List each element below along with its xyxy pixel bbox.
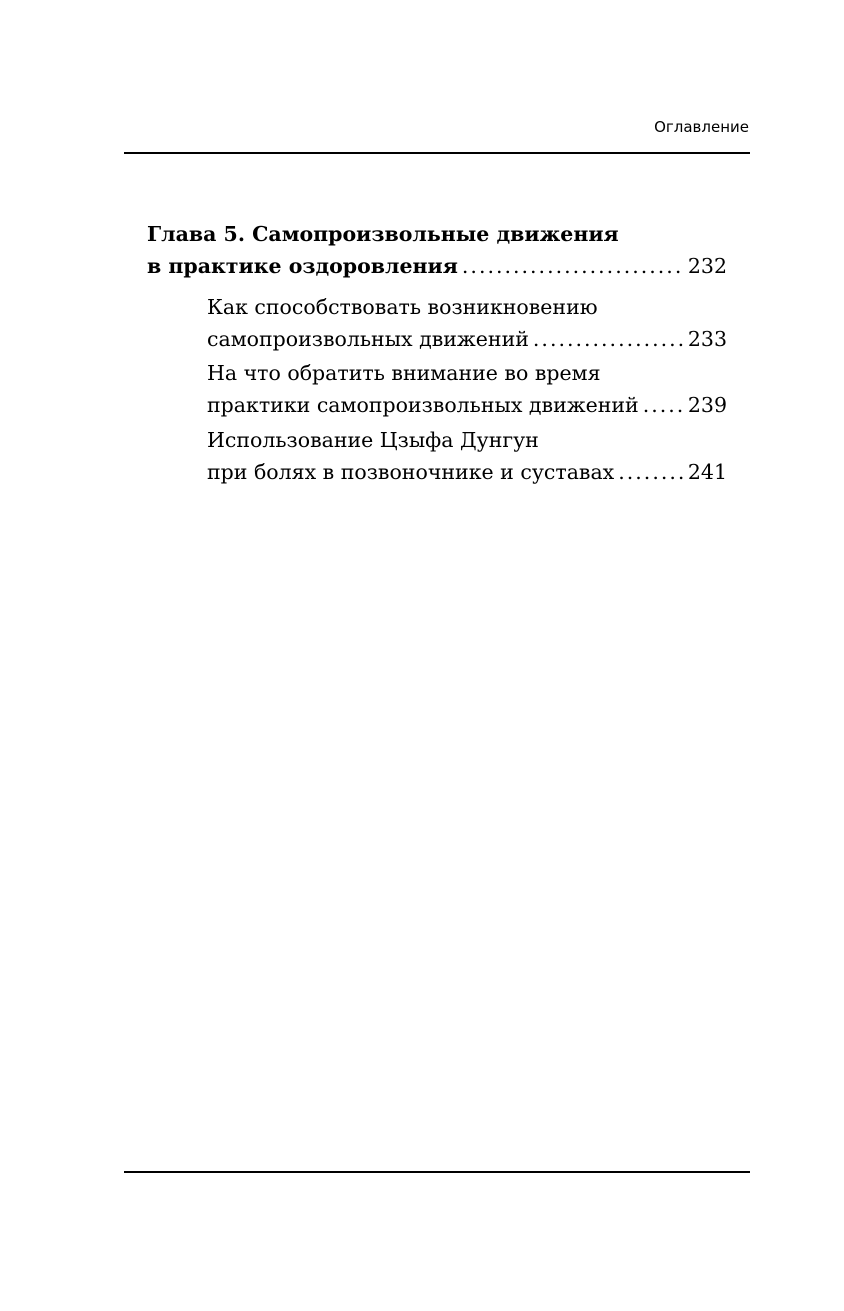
toc-section-line1 (207, 424, 727, 456)
toc-chapter-line2 (147, 250, 727, 282)
toc-chapter-entry[interactable] (147, 218, 727, 282)
toc-chapter-page-number: 232 (687, 254, 727, 278)
toc-chapter-line1 (147, 218, 727, 250)
toc-section-title-line2: самопроизвольных движений (207, 327, 529, 351)
toc-section-line2 (207, 456, 727, 488)
toc-section-title-line1: На что обратить внимание во время (207, 361, 601, 385)
dot-leader (462, 250, 684, 282)
footer-rule (124, 1171, 750, 1173)
toc-chapter-title-line2: в практике оздоровления (147, 254, 458, 278)
dot-leader (533, 323, 684, 355)
toc-section-page-number: 241 (687, 460, 727, 484)
dot-leader (618, 456, 684, 488)
dot-leader (643, 389, 684, 421)
toc-section-title-line2: практики самопроизвольных движений (207, 393, 639, 417)
toc-section-title-line1: Использование Цзыфа Дунгун (207, 428, 539, 452)
toc-section-entry[interactable] (207, 357, 727, 421)
toc-section-title-line2: при болях в позвоночнике и суставах (207, 460, 615, 484)
toc-section-line1 (207, 357, 727, 389)
toc-section-page-number: 233 (687, 327, 727, 351)
toc-section-line2 (207, 323, 727, 355)
toc-section-title-line1: Как способствовать возникновению (207, 295, 598, 319)
toc-section-entry[interactable] (207, 291, 727, 355)
toc-section-page-number: 239 (687, 393, 727, 417)
running-head-title: Оглавление (654, 118, 749, 136)
toc-section-line1 (207, 291, 727, 323)
toc-chapter-title-line1: Глава 5. Самопроизвольные движения (147, 222, 619, 246)
header-rule (124, 152, 750, 154)
toc-section-line2 (207, 389, 727, 421)
toc-section-entry[interactable] (207, 424, 727, 488)
